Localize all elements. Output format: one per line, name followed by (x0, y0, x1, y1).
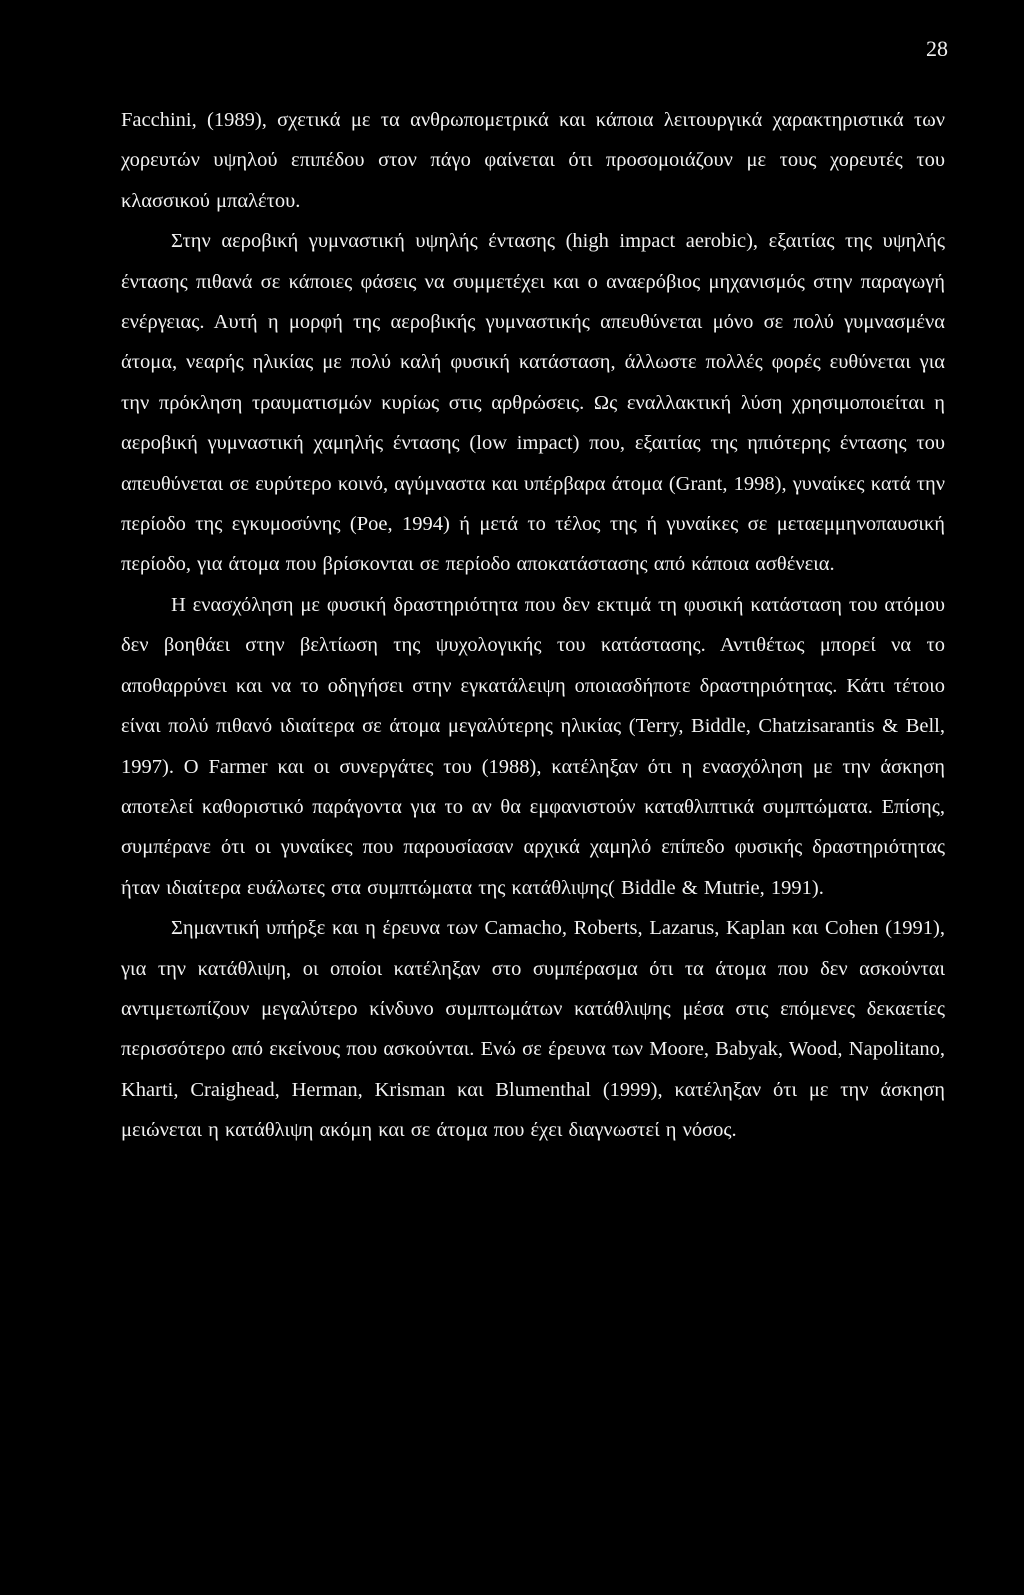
paragraph-3: Η ενασχόληση με φυσική δραστηριότητα που δεν εκτιμά τη φυσική κατάσταση του ατόμου δεν βοηθάει στην βελτίωση της ψυχολογικής του κατάστασης. Αντιθέτως μπορεί να το αποθαρρύνει και να το οδηγήσει στην εγκατάλειψη οποιασδήποτε δραστηριότητας. Κάτι τέτοιο είναι πολύ πιθανό ιδιαίτερα σε άτομα μεγαλύτερης ηλικίας (Terry, Biddle, Chatzisarantis & Bell, 1997). Ο Farmer και οι συνεργάτες του (1988), κατέληξαν ότι η ενασχόληση με την άσκηση αποτελεί καθοριστικό παράγοντα για το αν θα εμφανιστούν καταθλιπτικά συμπτώματα. Επίσης, συμπέρανε ότι οι γυναίκες που παρουσίασαν αρχικά χαμηλό επίπεδο φυσικής δραστηριότητας ήταν ιδιαίτερα ευάλωτες στα συμπτώματα της κατάθλιψης( Biddle & Mutrie, 1991). (121, 593, 945, 899)
document-body (121, 100, 945, 1151)
page-number: 28 (926, 36, 948, 61)
paragraph-1: Facchini, (1989), σχετικά με τα ανθρωπομετρικά και κάποια λειτουργικά χαρακτηριστικά των χορευτών υψηλού επιπέδου στον πάγο φαίνεται ότι προσομοιάζουν με τους χορευτές του κλασσικού μπαλέτου. (121, 109, 945, 212)
paragraph-4: Σημαντική υπήρξε και η έρευνα των Camacho, Roberts, Lazarus, Kaplan και Cohen (1991), για την κατάθλιψη, οι οποίοι κατέληξαν στο συμπέρασμα ότι τα άτομα που δεν ασκούνται αντιμετωπίζουν μεγαλύτερο κίνδυνο συμπτωμάτων κατάθλιψης μέσα στις επόμενες δεκαετίες περισσότερο από εκείνους που ασκούνται. Ενώ σε έρευνα των Moore, Babyak, Wood, Napolitano, Kharti, Craighead, Herman, Krisman και Blumenthal (1999), κατέληξαν ότι με την άσκηση μειώνεται η κατάθλιψη ακόμη και σε άτομα που έχει διαγνωστεί η νόσος. (121, 917, 945, 1142)
paragraph-2: Στην αεροβική γυμναστική υψηλής έντασης (high impact aerobic), εξαιτίας της υψηλής έντασης πιθανά σε κάποιες φάσεις να συμμετέχει και ο αναερόβιος μηχανισμός στην παραγωγή ενέργειας. Αυτή η μορφή της αεροβικής γυμναστικής απευθύνεται μόνο σε πολύ γυμνασμένα άτομα, νεαρής ηλικίας με πολύ καλή φυσική κατάσταση, άλλωστε πολλές φορές ευθύνεται για την πρόκληση τραυματισμών κυρίως στις αρθρώσεις. Ως εναλλακτική λύση χρησιμοποιείται η αεροβική γυμναστική χαμηλής έντασης (low impact) που, εξαιτίας της ηπιότερης έντασης του απευθύνεται σε ευρύτερο κοινό, αγύμναστα και υπέρβαρα άτομα (Grant, 1998), γυναίκες κατά την περίοδο της εγκυμοσύνης (Poe, 1994) ή μετά το τέλος της ή γυναίκες σε μεταεμμηνοπαυσική περίοδο, για άτομα που βρίσκονται σε περίοδο αποκατάστασης από κάποια ασθένεια. (121, 230, 945, 576)
